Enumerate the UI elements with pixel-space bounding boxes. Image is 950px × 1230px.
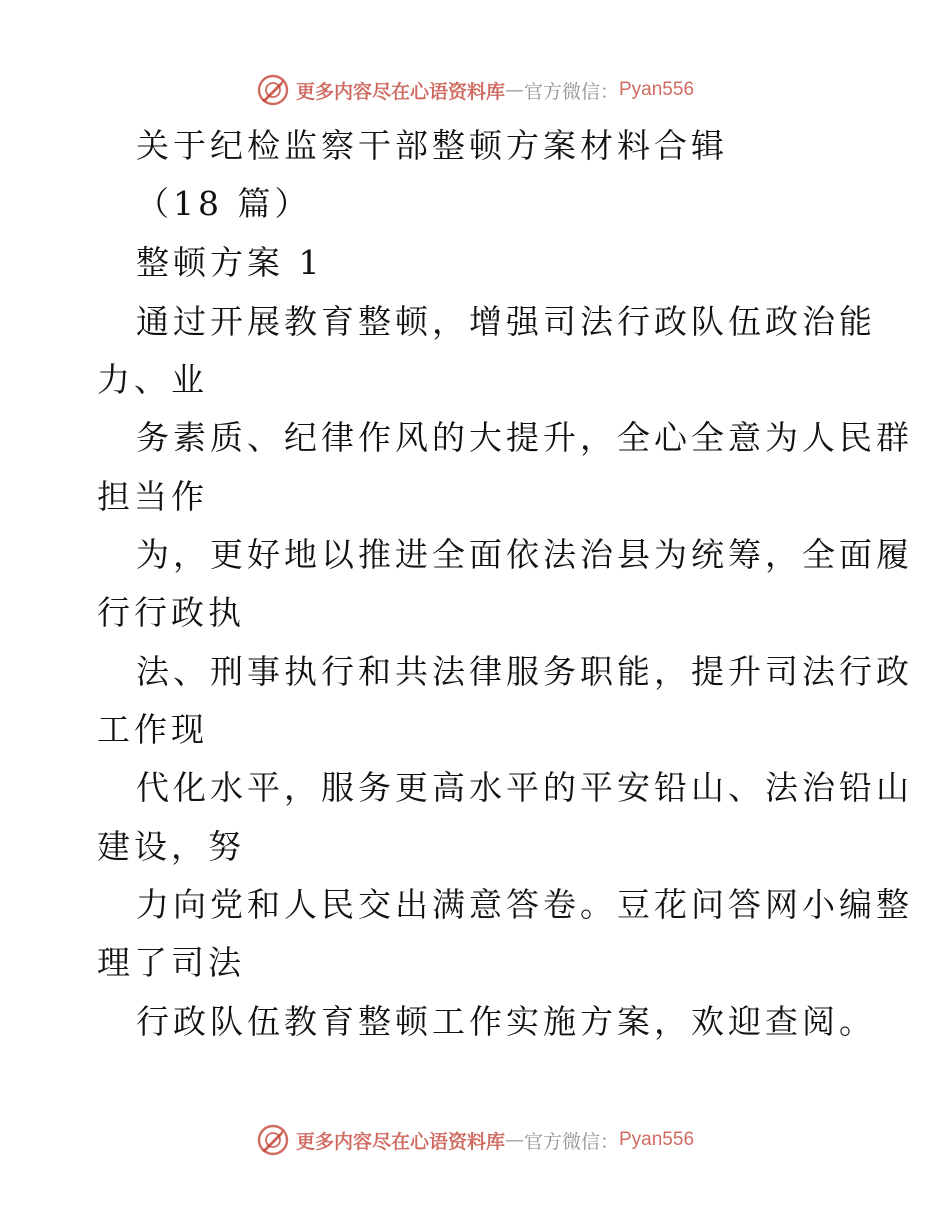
document-title-line-1: 关于纪检监察干部整顿方案材料合辑 — [136, 126, 728, 165]
document-title-line-2: （18 篇） — [136, 184, 312, 223]
body-line: 建设，努 — [97, 827, 245, 866]
watermark-brand-text: 更多内容尽在心语资料库 — [295, 80, 505, 103]
body-line: 理了司法 — [97, 943, 245, 982]
body-line: 代化水平，服务更高水平的平安铅山、法治铅山 — [136, 768, 913, 807]
header-watermark — [0, 70, 950, 110]
watermark-separator: — — [504, 79, 524, 101]
body-line: 为，更好地以推进全面依法治县为统筹，全面履 — [136, 535, 913, 574]
watermark-wechat-id: Pyan556 — [619, 1129, 695, 1150]
body-line: 工作现 — [97, 710, 208, 749]
body-line: 行行政执 — [97, 593, 245, 632]
watermark-wechat-id: Pyan556 — [619, 79, 695, 100]
body-line: 力向党和人民交出满意答卷。豆花问答网小编整 — [136, 885, 913, 924]
section-heading: 整顿方案 1 — [136, 243, 324, 282]
watermark-brand-text: 更多内容尽在心语资料库 — [295, 1130, 505, 1153]
watermark-wechat-label: 官方微信： — [523, 1130, 619, 1153]
body-line: 务素质、纪律作风的大提升，全心全意为人民群 — [136, 418, 913, 457]
body-line: 法、刑事执行和共法律服务职能，提升司法行政 — [136, 652, 913, 691]
body-line: 担当作 — [97, 477, 208, 516]
pen-logo-icon — [256, 73, 290, 107]
footer-watermark — [0, 1120, 950, 1160]
watermark-separator: — — [504, 1129, 524, 1151]
body-line: 通过开展教育整顿，增强司法行政队伍政治能 — [136, 302, 876, 341]
body-line: 力、业 — [97, 360, 208, 399]
pen-logo-icon — [256, 1123, 290, 1157]
watermark-wechat-label: 官方微信： — [523, 80, 619, 103]
body-line: 行政队伍教育整顿工作实施方案，欢迎查阅。 — [136, 1002, 876, 1041]
